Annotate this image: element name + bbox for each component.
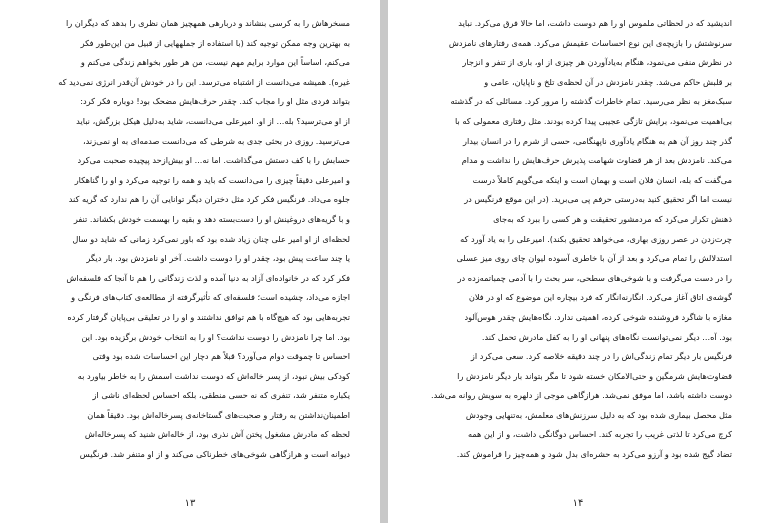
text-line: اندیشید که در لحظاتی ملموس او را هم دوست داشت، اما حالا فرق می‌کرد. نباید [458,18,732,28]
text-line: بر قلبش حاکم می‌شد. چقدر نامزدش در آن لحظه‌ی تلخ و ناپایان، عامی و [484,76,732,87]
text-line: بود. آه... دیگر نمی‌توانست نگاه‌های پنهانی او را به کفل مادرش تحمل کند. [481,331,732,342]
text-line: اطمینان‌نداشتن به رفتار و صحبت‌های گستاخانه‌ی پسرخاله‌اش بود. دقیقاً همان [87,409,350,420]
text-line: و با گریه‌های دروغینش او را دست‌بسته دهد و بقیه را بهسمت خودش بکشاند. تنفر [73,213,350,224]
text-line: لحظه‌ای از او امیر علی چنان زیاد شده بود که باور نمی‌کرد زمانی که شاید دو سال [72,233,350,244]
text-line: بی‌اهمیت می‌نمود، برایش تازگی عجیبی پیدا کرده بودند. مثل رفتاری معمولی که با [454,115,732,126]
text-line: مغازه با شاگرد فروشنده شوخی کرده، اهمیتی ندارد. نگاه‌هایش چقدر هوس‌آلود [464,311,732,322]
text-line: تجربه‌هایی بود که هیچ‌گاه با هم توافق نداشتند و او را در تعلیقی بی‌پایان گرفتار کرده [67,311,350,322]
text-line: فرنگیس بار دیگر تمام زندگی‌اش را در چند دقیقه خلاصه کرد. سعی می‌کرد از [470,351,732,362]
text-line: کرچ می‌کرد تا لذتی غریب را تجربه کند. احساس دوگانگی داشت، و از این همه [467,429,732,440]
text-line: ذهنش تکرار می‌کرد که مردمشور تحقیقت و هر کسی را ببرد که به‌جای [493,213,732,224]
text-line: مثل محصل بیماری شده بود که به دلیل سرزنش‌های معلمش، به‌تنهایی وجودش [465,409,732,420]
right-page-number: ١۴ [572,498,584,509]
text-line: نیست اما اگر تحقیق کنید به‌درستی حرفم پی می‌برید. (در این موقع فرنگیس در [464,194,732,205]
text-line: از او می‌ترسید؟ بله... از او. امیرعلی می‌دانست، شاید به‌دلیل هیکل بزرگش، نباید [76,115,350,126]
book-gutter [380,0,388,523]
text-line: بود. اما چرا نامزدش را دوست نداشت؟ او را به انتخاب خودش برگزیده بود. این [81,331,350,342]
text-line: یا چند ساعت پیش بود، چقدر او را دوست داشت. آخر او نامزدش بود. بار دیگر [86,253,350,264]
text-line: به بهترین وجه ممکن توجیه کند (با استفاده از جملههایی از قبیل من این‌طور فکر [80,37,350,48]
text-line: حسابش را با کف دستش می‌گذاشت. اما نه... او بیش‌ازحد پیچیده صحبت می‌کرد [77,155,350,166]
text-line: استدلالش را تمام می‌کرد و بعد از آن با خاطری آسوده لیوان چای روی میز عسلی [456,253,732,264]
right-page-body [418,14,732,465]
text-line: قضاوت‌هایش شرمگین و حتی‌الامکان خسته شود تا مگر بتواند بار دیگر نامزدش را [457,370,732,381]
text-line: دوست داشته باشد، اما موفق نمی‌شد. هرازگاهی موجی از دلهره به سویش روانه می‌شد. [430,390,732,401]
text-line: یکباره متنفر شد، تنفری که نه حسی منطقی، بلکه احساس لحظه‌ای ناشی از [92,390,350,401]
text-line: را در دست می‌گرفت و با شوخی‌های سطحی، سر بحث را با آدمی چمباتمه‌زده در [457,272,732,283]
text-line: مسخرهاش را به کرسی بنشاند و دربارهی همهچیز همان نظری را بدهد که دیگران را [65,18,350,28]
text-line: کودکی بیش نبود، از پسر خاله‌اش که دوست نداشت اسمش را به خاطر بیاورد به [77,370,350,381]
text-line: سرنوشتش را بازیچه‌ی این نوع احساسات عقیمش می‌کرد. همه‌ی رفتارهای نامزدش [448,37,732,48]
text-line: غیره). همیشه می‌دانست از اشتباه می‌ترسد. این را در خودش آن‌قدر انرژی نمی‌دید که [58,76,350,87]
text-line: لحظه که مادرش مشغول پختن آش نذری بود، از خاله‌اش شنید که پسرخاله‌اش [84,429,350,440]
text-line: می‌کند. نامزدش بعد از هر قضاوت شهامت پذیرش حرف‌هایش را نداشت و مدام [461,155,732,166]
text-line: گوشه‌ی اتاق آغاز می‌کرد. انگارنه‌انگار که فرد بیچاره این موضوع که او در فلان [468,292,732,303]
text-line: تضاد گیج شده بود و آرزو می‌کرد به حشره‌ای بدل شود و همه‌چیز را فراموش کند. [456,449,732,460]
text-line: می‌گفت که بله، انسان فلان است و بهمان است و اینکه می‌گویم کاملاً درست [472,174,732,185]
text-line: گذر چند روز آن هم به هنگام یادآوری ناپهنگامی، حسی از شرم را در انسان بیدار [463,135,732,146]
text-line: می‌ترسید. روزی در بحثی جدی به شرطی که می‌دانست صدمه‌ای به او نمی‌زند، [82,135,350,146]
text-line: جلوه می‌داد. فرنگیس فکر کرد مثل دختران دیگر توانایی آن را هم ندارد که گریه کند [68,194,350,205]
text-line: سبک‌مغز به نظر می‌رسید. تمام خاطرات گذشته را مرور کرد. مسائلی که در گذشته [450,96,732,107]
text-line: در نظرش منفی می‌نمود، هنگام به‌یادآوردن هر چیزی از او، باری از تنفر و انزجار [462,57,732,68]
text-line: فکر کرد که در خانواده‌ای آزاد به دنیا آمده و لذت زندگانی را هم تا آنجا که فلسفه‌اش [66,272,350,283]
text-line: بتواند فردی مثل او را مجاب کند. چقدر حرف‌هایش مضحک بود! دوباره فکر کرد: [80,96,350,107]
right-page [388,0,768,523]
left-page-number: ١٣ [184,498,196,509]
text-line: دیوانه است و هرازگاهی شوخی‌های خطرناکی می‌کند و از او متنفر شد. فرنگیس [79,449,350,460]
left-page [0,0,380,523]
text-line: می‌کنم، اساساً این موارد برایم مهم نیست، من هر طور بخواهم زندگی می‌کنم و [80,57,350,68]
text-line: و امیرعلی دقیقاً چیزی را می‌دانست که باید و همه را توجیه می‌کرد و او را گناهکار [74,174,350,185]
text-line: اجازه می‌داد، چشیده است؛ فلسفه‌ای که تأثیرگرفته از مطالعه‌ی کتاب‌های فرنگی و [71,292,350,303]
text-line: چرت‌زدن در عصر روزی بهاری، می‌خواهد تحقیق بکند). امیرعلی را به یاد آورد که [460,233,732,244]
text-line: احساس تا چموقت دوام می‌آورد؟ قبلاً هم دچار این احساسات شده بود وقتی [92,351,350,362]
left-page-body [36,14,350,465]
